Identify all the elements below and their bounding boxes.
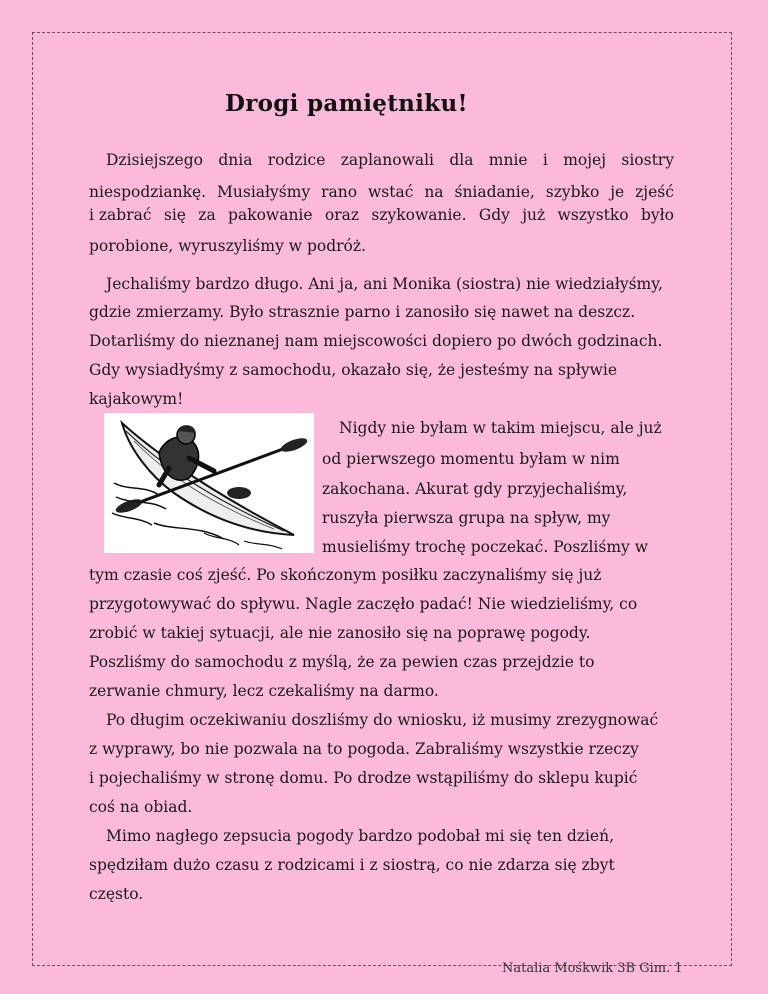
paragraph-3-line: od pierwszego momentu byłam w nim	[322, 450, 620, 468]
kayaker-image	[104, 413, 314, 553]
word: i	[542, 151, 548, 169]
paragraph-1-line-3	[89, 205, 674, 225]
word: wstać	[368, 183, 414, 201]
paragraph-4-line: Po długim oczekiwaniu doszliśmy do wniosku, iż musimy zrezygnować	[106, 711, 659, 729]
word: je	[610, 183, 625, 201]
paragraph-5-line: Mimo nagłego zepsucia pogody bardzo podobał mi się ten dzień,	[106, 827, 615, 845]
paragraph-4-line: coś na obiad.	[89, 798, 193, 816]
paragraph-3-line: musieliśmy trochę poczekać. Poszliśmy w	[322, 538, 648, 556]
word: siostry	[621, 151, 674, 169]
paragraph-5-line: spędziłam dużo czasu z rodzicami i z siostrą, co nie zdarza się zbyt	[89, 856, 615, 874]
word: na	[424, 183, 444, 201]
word: mnie	[488, 151, 528, 169]
paragraph-4-line: i pojechaliśmy w stronę domu. Po drodze wstąpiliśmy do sklepu kupić	[89, 769, 638, 787]
word: dla	[449, 151, 474, 169]
word: już	[522, 206, 546, 224]
paragraph-3-line: ruszyła pierwsza grupa na spływ, my	[322, 509, 611, 527]
paragraph-2-line: Jechaliśmy bardzo długo. Ani ja, ani Monika (siostra) nie wiedziałyśmy,	[106, 275, 663, 293]
word: było	[640, 206, 674, 224]
word: dnia	[218, 151, 253, 169]
paragraph-5-line: często.	[89, 885, 144, 903]
paragraph-3-line: przygotowywać do spływu. Nagle zaczęło padać! Nie wiedzieliśmy, co	[89, 595, 638, 613]
paragraph-2-line: Dotarliśmy do nieznanej nam miejscowości dopiero po dwóch godzinach.	[89, 332, 663, 350]
paragraph-3-line: zakochana. Akurat gdy przyjechaliśmy,	[322, 480, 628, 498]
word: Gdy	[478, 206, 510, 224]
word: śniadanie,	[454, 183, 535, 201]
page-title: Drogi pamiętniku!	[225, 90, 468, 117]
paragraph-2-line: kajakowym!	[89, 390, 184, 408]
word: Musiałyśmy	[217, 183, 311, 201]
word: rano	[321, 183, 358, 201]
word: szybko	[545, 183, 600, 201]
paragraph-3-line: Nigdy nie byłam w takim miejscu, ale już	[339, 419, 662, 437]
paragraph-4-line: z wyprawy, bo nie pozwala na to pogoda. Zabraliśmy wszystkie rzeczy	[89, 740, 639, 758]
word: wszystko	[557, 206, 629, 224]
paragraph-1-line-4: porobione, wyruszyliśmy w podróż.	[89, 237, 366, 255]
paragraph-3-line: tym czasie coś zjeść. Po skończonym posiłku zaczynaliśmy się już	[89, 566, 602, 584]
word: mojej	[563, 151, 607, 169]
word: zjeść	[635, 183, 674, 201]
word: rodzice	[267, 151, 326, 169]
paragraph-3-line: zerwanie chmury, lecz czekaliśmy na darmo.	[89, 682, 439, 700]
paragraph-2-line: gdzie zmierzamy. Było strasznie parno i zanosiło się nawet na deszcz.	[89, 303, 636, 321]
word: zaplanowali	[340, 151, 434, 169]
word: oraz	[324, 206, 360, 224]
paragraph-3-line: Poszliśmy do samochodu z myślą, że za pewien czas przejdzie to	[89, 653, 595, 671]
word: szykowanie.	[371, 206, 467, 224]
paragraph-1-line-2	[89, 182, 674, 202]
word: i zabrać	[89, 206, 152, 224]
paragraph-2-line: Gdy wysiadłyśmy z samochodu, okazało się, że jesteśmy na spływie	[89, 361, 618, 379]
word: Dzisiejszego	[106, 151, 203, 169]
paragraph-3-line: zrobić w takiej sytuacji, ale nie zanosiło się na poprawę pogody.	[89, 624, 591, 642]
author-footer: Natalia Mośkwik 3B Gim. 1	[502, 961, 683, 976]
word: się	[163, 206, 186, 224]
word: za	[198, 206, 216, 224]
word: niespodziankę.	[89, 183, 207, 201]
word: pakowanie	[228, 206, 313, 224]
paragraph-1-line-1	[106, 150, 674, 170]
kayak-illustration	[104, 413, 314, 553]
